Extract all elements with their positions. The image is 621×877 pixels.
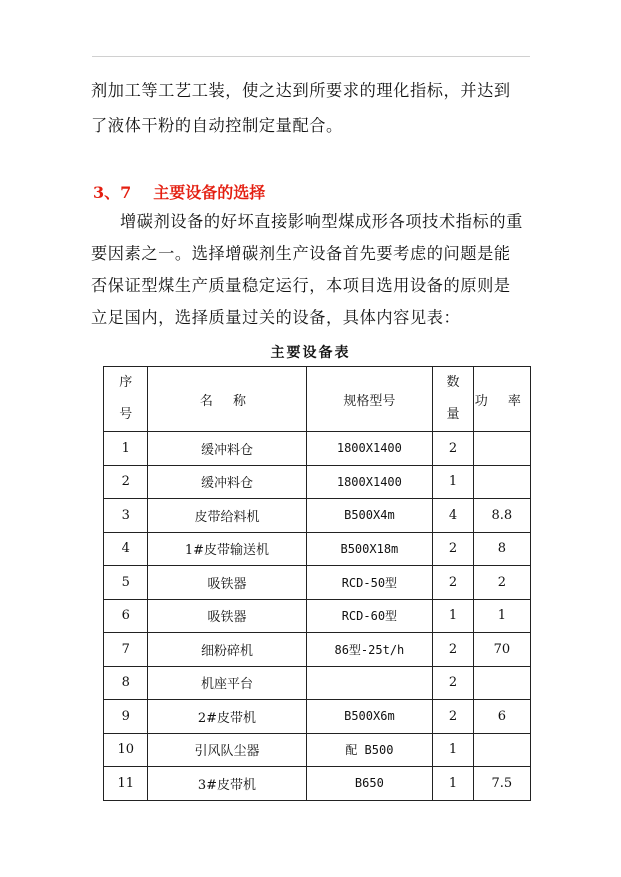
cell-no: 8 xyxy=(104,666,148,700)
section-heading xyxy=(93,180,265,203)
page-header-rule xyxy=(92,56,530,57)
cell-power xyxy=(473,733,530,767)
table-caption: 主要设备表 xyxy=(270,345,351,361)
cell-no: 5 xyxy=(104,566,148,600)
cell-name: 缓冲料仓 xyxy=(148,432,306,466)
cell-power xyxy=(473,666,530,700)
cell-qty: 2 xyxy=(433,566,473,600)
paragraph-line: 了液体干粉的自动控制定量配合。 xyxy=(91,116,343,135)
table-row xyxy=(104,599,531,633)
table-row xyxy=(104,499,531,533)
cell-qty: 2 xyxy=(433,633,473,667)
table-row xyxy=(104,432,531,466)
cell-spec: 86型-25t/h xyxy=(306,633,433,667)
cell-spec: RCD-60型 xyxy=(306,599,433,633)
paragraph-line: 否保证型煤生产质量稳定运行，本项目选用设备的原则是 xyxy=(91,276,511,295)
cell-spec: 1800X1400 xyxy=(306,432,433,466)
cell-qty: 2 xyxy=(433,532,473,566)
cell-power xyxy=(473,432,530,466)
table-row xyxy=(104,700,531,734)
cell-no: 10 xyxy=(104,733,148,767)
cell-no: 6 xyxy=(104,599,148,633)
cell-qty: 1 xyxy=(433,465,473,499)
cell-spec: 1800X1400 xyxy=(306,465,433,499)
cell-qty: 1 xyxy=(433,767,473,801)
cell-spec: B500X18m xyxy=(306,532,433,566)
cell-name: 皮带给料机 xyxy=(148,499,306,533)
cell-qty: 4 xyxy=(433,499,473,533)
cell-name: 吸铁器 xyxy=(148,566,306,600)
cell-qty: 1 xyxy=(433,733,473,767)
cell-power: 8 xyxy=(473,532,530,566)
header-qty: 数量 xyxy=(433,367,473,432)
cell-name: 缓冲料仓 xyxy=(148,465,306,499)
paragraph-line: 要因素之一。选择增碳剂生产设备首先要考虑的问题是能 xyxy=(91,244,511,263)
cell-no: 1 xyxy=(104,432,148,466)
cell-name: 机座平台 xyxy=(148,666,306,700)
table-row xyxy=(104,532,531,566)
table-row xyxy=(104,767,531,801)
cell-no: 11 xyxy=(104,767,148,801)
cell-name: 1#皮带输送机 xyxy=(148,532,306,566)
header-spec: 规格型号 xyxy=(306,367,433,432)
cell-spec xyxy=(306,666,433,700)
cell-spec: RCD-50型 xyxy=(306,566,433,600)
table-row xyxy=(104,733,531,767)
cell-power: 70 xyxy=(473,633,530,667)
paragraph-line: 增碳剂设备的好坏直接影响型煤成形各项技术指标的重 xyxy=(120,212,523,231)
table-header-row xyxy=(104,367,531,432)
cell-name: 2#皮带机 xyxy=(148,700,306,734)
cell-no: 3 xyxy=(104,499,148,533)
table-row xyxy=(104,666,531,700)
cell-qty: 2 xyxy=(433,432,473,466)
cell-no: 7 xyxy=(104,633,148,667)
cell-spec: B500X6m xyxy=(306,700,433,734)
cell-spec: B500X4m xyxy=(306,499,433,533)
cell-name: 细粉碎机 xyxy=(148,633,306,667)
paragraph-line: 立足国内，选择质量过关的设备，具体内容见表： xyxy=(91,308,461,327)
cell-spec: B650 xyxy=(306,767,433,801)
cell-power: 8.8 xyxy=(473,499,530,533)
cell-qty: 2 xyxy=(433,666,473,700)
table-row xyxy=(104,465,531,499)
cell-qty: 1 xyxy=(433,599,473,633)
paragraph-line: 剂加工等工艺工装，使之达到所要求的理化指标，并达到 xyxy=(91,81,511,100)
table-row xyxy=(104,633,531,667)
cell-no: 9 xyxy=(104,700,148,734)
section-number: 3、7 xyxy=(93,183,132,202)
cell-no: 2 xyxy=(104,465,148,499)
equipment-table xyxy=(103,366,531,801)
cell-qty: 2 xyxy=(433,700,473,734)
cell-power: 1 xyxy=(473,599,530,633)
cell-name: 3#皮带机 xyxy=(148,767,306,801)
cell-name: 吸铁器 xyxy=(148,599,306,633)
cell-power xyxy=(473,465,530,499)
header-no: 序号 xyxy=(104,367,148,432)
section-title: 主要设备的选择 xyxy=(153,183,266,202)
cell-name: 引风队尘器 xyxy=(148,733,306,767)
cell-power: 6 xyxy=(473,700,530,734)
header-name: 名 称 xyxy=(148,367,306,432)
cell-power: 2 xyxy=(473,566,530,600)
cell-no: 4 xyxy=(104,532,148,566)
cell-power: 7.5 xyxy=(473,767,530,801)
header-power: 功 率 xyxy=(473,367,530,432)
table-row xyxy=(104,566,531,600)
cell-spec: 配 B500 xyxy=(306,733,433,767)
